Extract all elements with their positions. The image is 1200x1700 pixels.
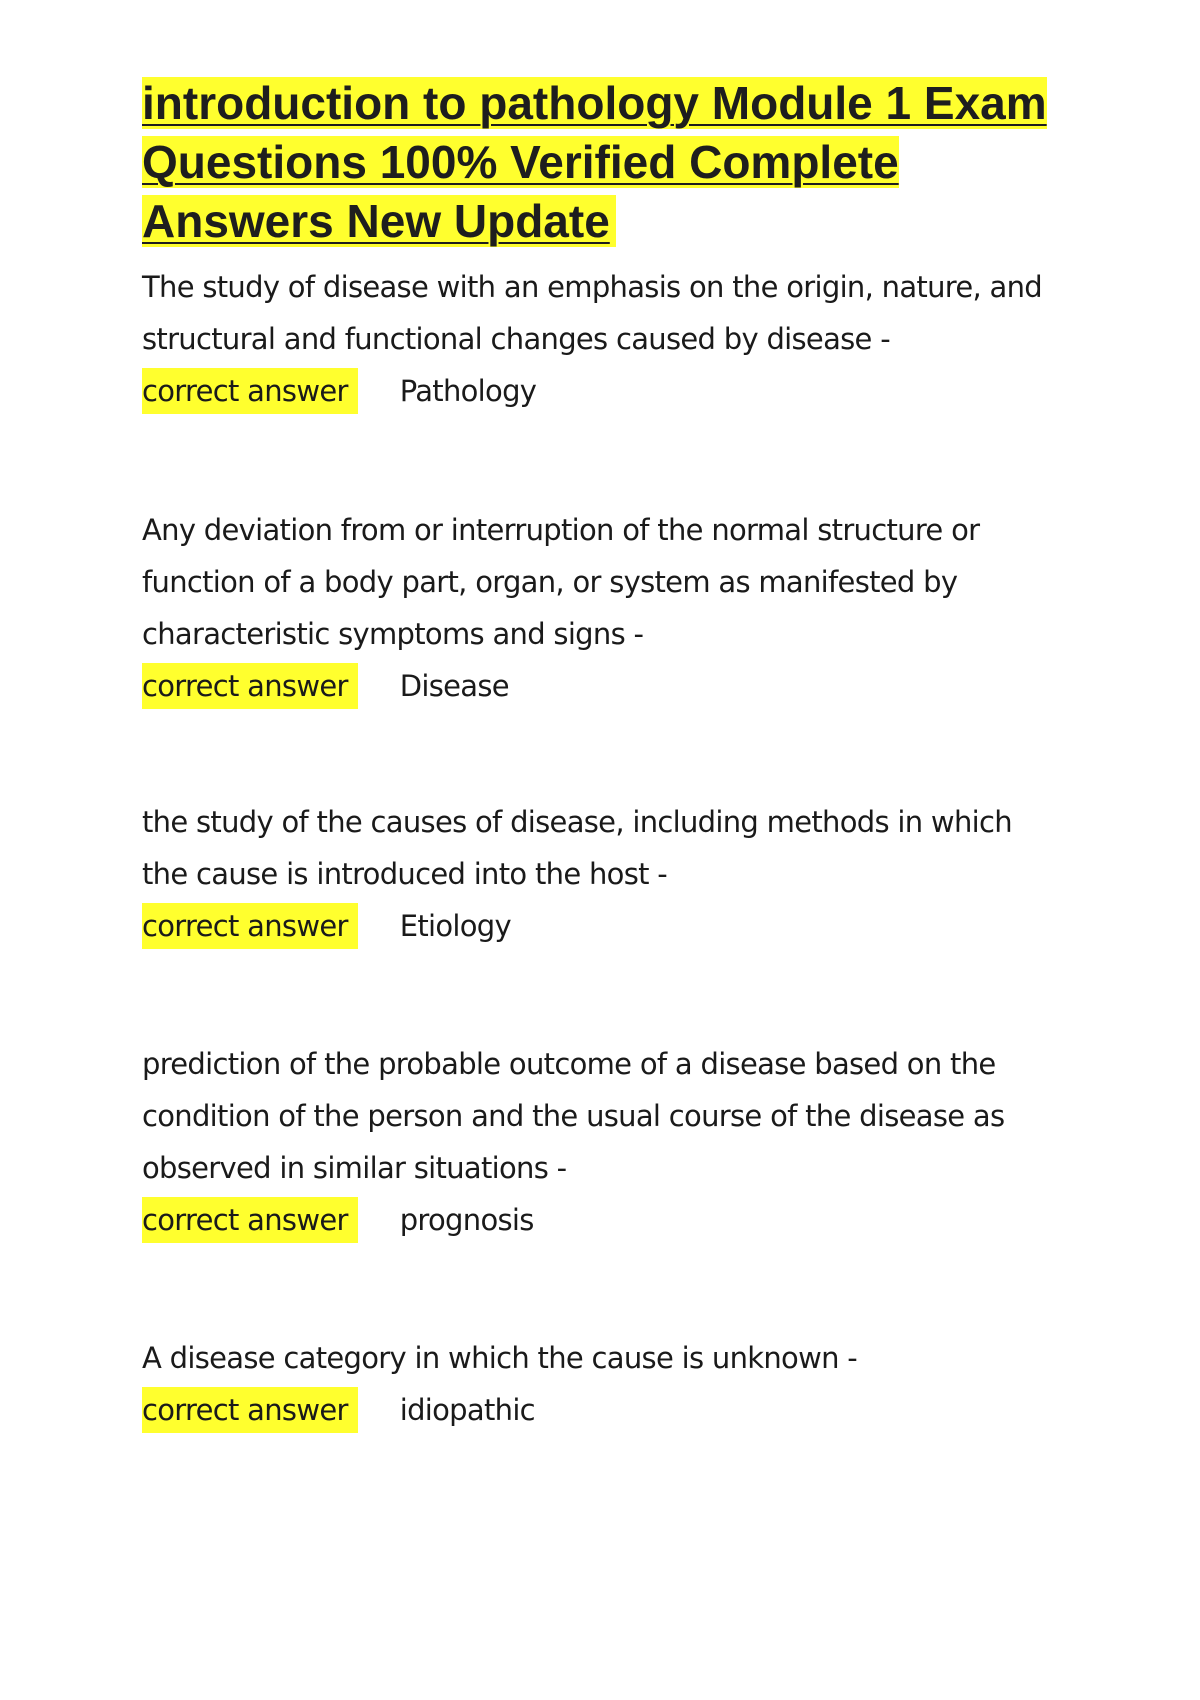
answer-line: [142, 1194, 1062, 1246]
qa-item: [142, 504, 1062, 712]
answer-text: Pathology: [399, 374, 537, 408]
correct-answer-label: correct answer: [142, 663, 358, 709]
qa-item: [142, 796, 1062, 952]
answer-text: prognosis: [399, 1203, 534, 1237]
correct-answer-label: correct answer: [142, 368, 358, 414]
document-page: [142, 74, 1062, 1436]
correct-answer-label: correct answer: [142, 903, 358, 949]
answer-text: Etiology: [399, 909, 511, 943]
question-text: the study of the causes of disease, including methods in which the cause is introduced into the host -: [142, 805, 1012, 891]
question-text: The study of disease with an emphasis on the origin, nature, and structural and functional changes caused by disease -: [142, 270, 1042, 356]
answer-line: [142, 900, 1062, 952]
answer-text: idiopathic: [399, 1393, 535, 1427]
answer-text: Disease: [399, 669, 509, 703]
answer-line: [142, 660, 1062, 712]
qa-item: [142, 1332, 1062, 1436]
qa-item: [142, 261, 1062, 417]
question-text: Any deviation from or interruption of the normal structure or function of a body part, organ, or system as manifested by characteristic symptoms and signs -: [142, 513, 980, 651]
answer-line: [142, 1384, 1062, 1436]
question-text: A disease category in which the cause is unknown -: [142, 1341, 858, 1375]
correct-answer-label: correct answer: [142, 1197, 358, 1243]
document-title-text: introduction to pathology Module 1 Exam Questions 100% Verified Complete Answers New Update: [142, 77, 1047, 247]
document-title: [142, 74, 1062, 251]
correct-answer-label: correct answer: [142, 1387, 358, 1433]
answer-line: [142, 365, 1062, 417]
qa-item: [142, 1038, 1062, 1246]
question-text: prediction of the probable outcome of a disease based on the condition of the person and the usual course of the disease as observed in similar situations -: [142, 1047, 1005, 1185]
